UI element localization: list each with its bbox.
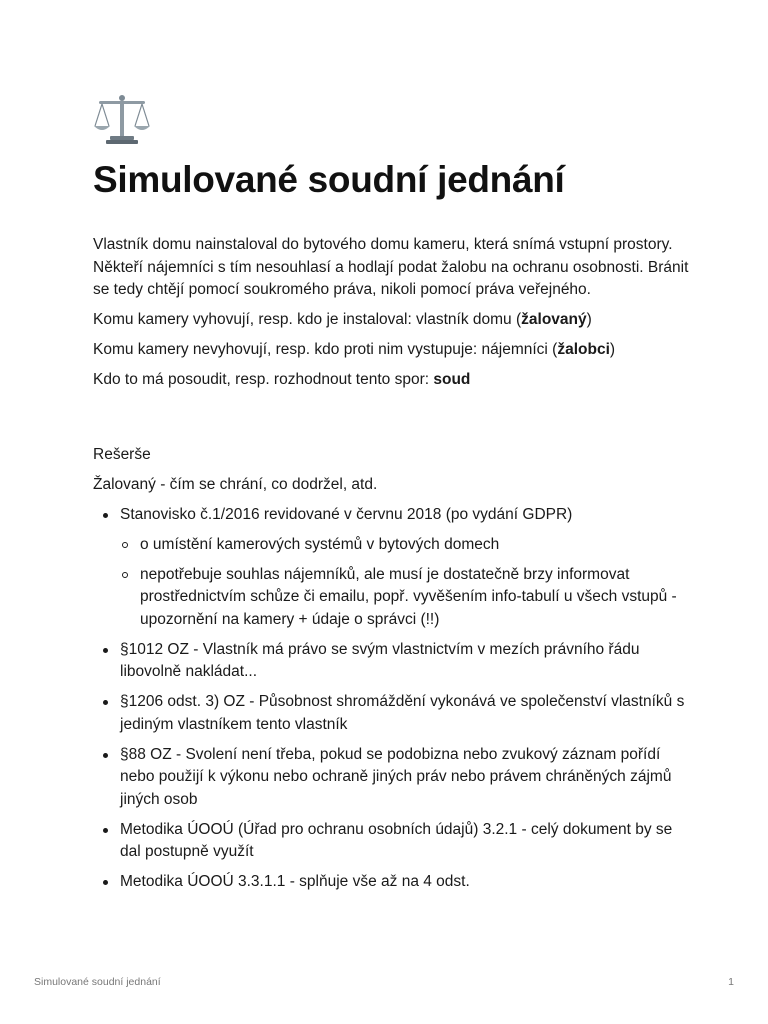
list-item: Stanovisko č.1/2016 revidované v červnu 2018 (po vydání GDPR) o umístění kamerových systémů v bytových domech nepotřebuje souhlas nájemníků, ale musí je dostatečně brzy informovat prostřednictvím schůze či emailu, popř. vyvěšením info-tabulí u všech vstupů - upozornění na kamery + údaje o správci (!!) — [93, 504, 693, 632]
sub-list — [120, 534, 693, 632]
role-plaintiffs: Komu kamery nevyhovují, resp. kdo proti nim vystupuje: nájemníci (žalobci) — [93, 341, 616, 358]
list-item: §1206 odst. 3) OZ - Působnost shromáždění vykonává ve společenství vlastníků s jediným vlastníkem tento vlastník — [93, 691, 693, 736]
page-number: 1 — [728, 976, 734, 988]
role-court: Kdo to má posoudit, resp. rozhodnout tento spor: soud — [93, 371, 471, 388]
list-item: Metodika ÚOOÚ (Úřad pro ochranu osobních údajů) 3.2.1 - celý dokument by se dal postupně využít — [93, 819, 693, 864]
balance-scale-icon — [93, 92, 151, 148]
document-page — [93, 92, 693, 894]
page-title: Simulované soudní jednání — [93, 159, 565, 200]
research-heading: Rešerše — [93, 445, 151, 463]
list-item: §1012 OZ - Vlastník má právo se svým vlastnictvím v mezích právního řádu libovolně nakládat... — [93, 639, 693, 684]
intro-paragraph: Vlastník domu nainstaloval do bytového domu kameru, která snímá vstupní prostory. Někteří nájemníci s tím nesouhlasí a hodlají podat žalobu na ochranu osobnosti. Bránit se tedy chtějí pomocí soukromého práva, nikoli pomocí práva veřejného. — [93, 236, 689, 298]
list-item: Metodika ÚOOÚ 3.3.1.1 - splňuje vše až na 4 odst. — [93, 871, 693, 894]
role-defendant: Komu kamery vyhovují, resp. kdo je instaloval: vlastník domu (žalovaný) — [93, 311, 592, 328]
sub-list-item: nepotřebuje souhlas nájemníků, ale musí je dostatečně brzy informovat prostřednictvím schůze či emailu, popř. vyvěšením info-tabulí u všech vstupů - upozornění na kamery + údaje o správci (!!) — [120, 564, 693, 632]
research-list — [93, 504, 693, 894]
footer-title: Simulované soudní jednání — [34, 976, 161, 988]
list-item: §88 OZ - Svolení není třeba, pokud se podobizna nebo zvukový záznam pořídí nebo použijí k výkonu nebo ochraně jiných práv nebo právem chráněných zájmů jiných osob — [93, 744, 693, 812]
defendant-heading: Žalovaný - čím se chrání, co dodržel, atd. — [93, 475, 378, 493]
sub-list-item: o umístění kamerových systémů v bytových domech — [120, 534, 693, 557]
